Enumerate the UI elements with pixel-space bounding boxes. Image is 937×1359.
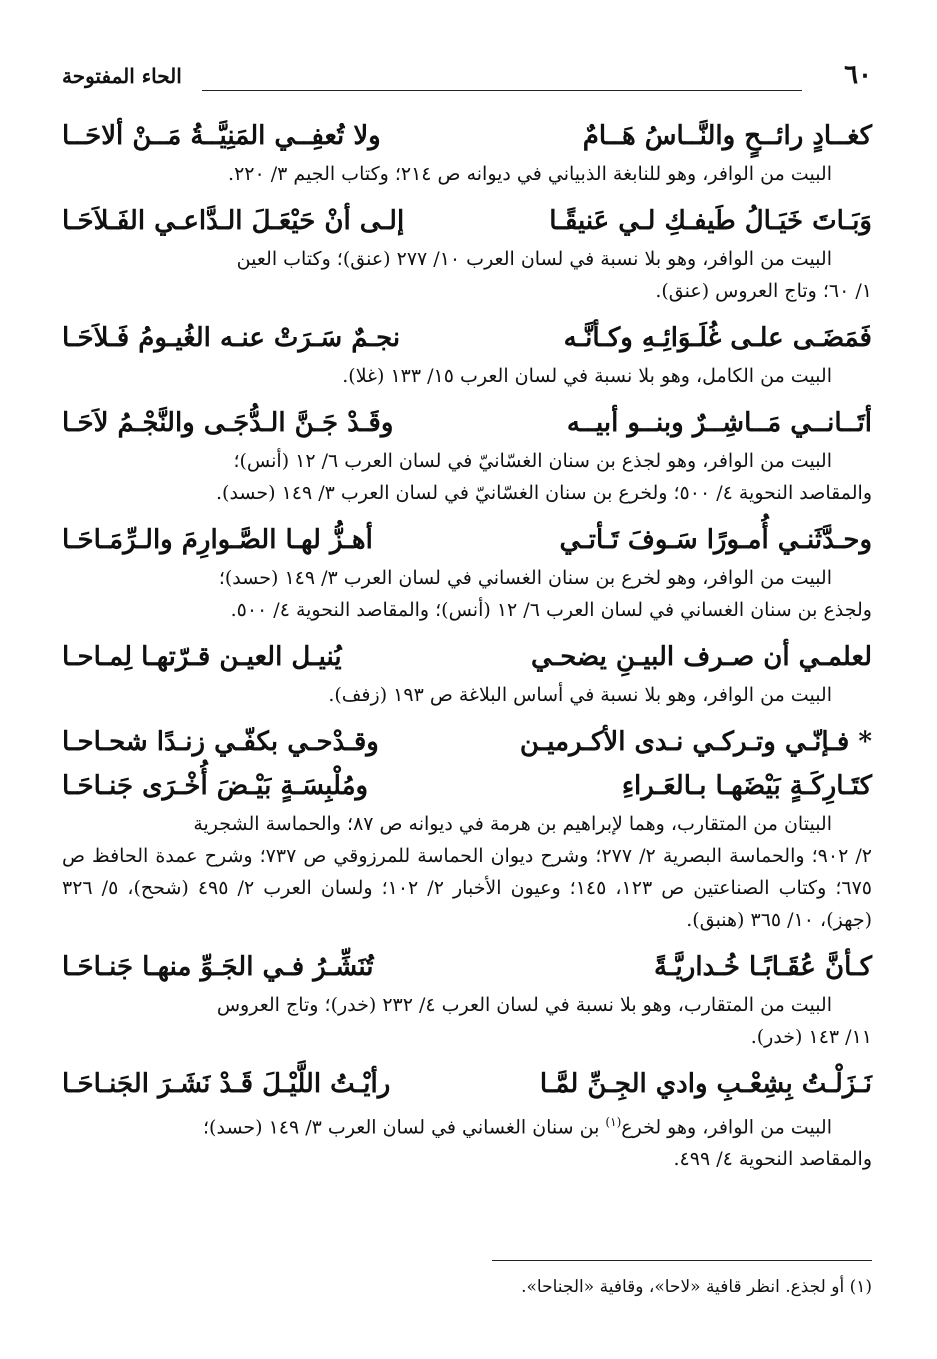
verse-line <box>62 199 872 243</box>
first-hemistich: * فـإنّـي وتـركـي نـدى الأكـرميـن <box>519 727 872 757</box>
second-hemistich: أهـزُّ لهـا الصَّـوارِمَ والـرِّمَـاحَـا <box>62 525 373 555</box>
verse-line <box>62 764 872 808</box>
source-note: البيت من الوافر، وهو بلا نسبة في أساس البلاغة ص ١٩٣ (زفف). <box>328 684 832 706</box>
first-hemistich: كتَـارِكَـةٍ بَيْضَهـا بـالعَـراءِ <box>621 771 872 801</box>
verse-line <box>62 114 872 158</box>
footnote-rule <box>492 1260 872 1261</box>
book-page <box>62 52 872 1322</box>
source-note-end: بن سنان الغساني في لسان العرب ٣/ ١٤٩ (حسد)؛ <box>203 1116 606 1139</box>
first-hemistich: أتَــانــي مَــاشِــرٌ وبنــو أبيــه <box>566 408 872 438</box>
poem-entry <box>62 114 872 190</box>
second-hemistich: نجـمٌ سَـرَتْ عنـه الغُيـومُ فَـلاَحَـا <box>62 323 401 353</box>
running-title: الحاء المفتوحة <box>62 64 182 88</box>
source-note <box>62 1106 872 1143</box>
page-number: ٦٠ <box>844 60 872 90</box>
second-hemistich: وقَـدْ جَـنَّ الـدُّجَـى والنَّجْـمُ لاَحَـا <box>62 408 394 438</box>
first-hemistich: وحـدَّثَنـي أُمـورًا سَـوفَ تَـأتـي <box>559 525 872 555</box>
verse-line <box>62 518 872 562</box>
second-hemistich: ولا تُعفِــي المَنِيَّــةُ مَــنْ ألاحَــا <box>62 121 381 151</box>
poem-entry <box>62 1062 872 1175</box>
source-note-continuation: ٢/ ٩٠٢؛ والحماسة البصرية ٢/ ٢٧٧؛ وشرح ديوان الحماسة للمرزوقي ص ٧٣٧؛ وشرح عمدة الحافظ ص ٦٧٥؛ وكتاب الصناعتين ص ١٢٣، ١٤٥؛ وعيون الأخبار ٢/ ١٠٢؛ ولسان العرب ٢/ ٤٩٥ (شحح)، ٥/ ٣٢٦ (جهز)، ١٠/ ٣٦٥ (هنبق). <box>62 845 872 931</box>
source-note-continuation: ولجذع بن سنان الغساني في لسان العرب ٦/ ١٢ (أنس)؛ والمقاصد النحوية ٤/ ٥٠٠. <box>230 599 872 621</box>
source-note-continuation: والمقاصد النحوية ٤/ ٥٠٠؛ ولخرع بن سنان الغسّانيّ في لسان العرب ٣/ ١٤٩ (حسد). <box>216 482 872 504</box>
first-hemistich: كغــادٍ رائــحٍ والنَّــاسُ هَــامٌ <box>582 121 872 151</box>
source-note-continuation: والمقاصد النحوية ٤/ ٤٩٩. <box>673 1148 872 1171</box>
source-note: البيت من الوافر، وهو للنابغة الذبياني في ديوانه ص ٢١٤؛ وكتاب الجيم ٣/ ٢٢٠. <box>228 163 832 185</box>
second-hemistich: وقـدْحـي بكفّـي زنـدًا شحـاحـا <box>62 727 379 757</box>
first-hemistich: كـأنَّ عُقَـابًـا خُـداريَّـةً <box>653 952 872 982</box>
second-hemistich: إلـى أنْ حَيْعَـلَ الـدَّاعـي الفَـلاَحَـا <box>62 206 405 236</box>
source-note: البيت من الوافر، وهو لجذع بن سنان الغسّانيّ في لسان العرب ٦/ ١٢ (أنس)؛ <box>233 450 832 472</box>
first-hemistich: نَـزَلْـتُ بِشِعْـبِ وادي الجِـنِّ لمَّـا <box>539 1069 872 1099</box>
source-note-start: البيت من الوافر، وهو لخرع <box>621 1116 832 1139</box>
footnote: (١) أو لجذع. انظر قافية «لاحا»، وقافية «الجناحا». <box>521 1277 872 1297</box>
source-note: البيت من الكامل، وهو بلا نسبة في لسان العرب ١٥/ ١٣٣ (غلا). <box>342 365 832 387</box>
source-note-continuation: ١١/ ١٤٣ (خدر). <box>750 1026 872 1048</box>
footnote-ref[interactable]: (١) <box>605 1115 622 1129</box>
second-hemistich: رأيْـتُ اللَّيْـلَ قَـدْ نَشَـرَ الجَنـاحَـا <box>62 1069 391 1099</box>
first-hemistich: وَبَـاتَ خَيَـالُ طَيفـكِ لـي عَنيقًـا <box>549 206 872 236</box>
poem-entry <box>62 316 872 392</box>
second-hemistich: ومُلْبِسَـةٍ بَيْـضَ أُخْـرَى جَنـاحَـا <box>62 771 369 801</box>
source-note: البيت من المتقارب، وهو بلا نسبة في لسان العرب ٤/ ٢٣٢ (خدر)؛ وتاج العروس <box>216 994 832 1016</box>
verse-line <box>62 316 872 360</box>
source-note-continuation: ١/ ٦٠؛ وتاج العروس (عنق). <box>655 280 872 302</box>
poem-entry <box>62 518 872 626</box>
poem-entry <box>62 945 872 1053</box>
source-note: البيتان من المتقارب، وهما لإبراهيم بن هرمة في ديوانه ص ٨٧؛ والحماسة الشجرية <box>193 813 832 835</box>
verse-line <box>62 635 872 679</box>
source-note: البيت من الوافر، وهو بلا نسبة في لسان العرب ١٠/ ٢٧٧ (عنق)؛ وكتاب العين <box>236 248 832 270</box>
poetry-entries <box>62 114 872 1184</box>
poem-entry <box>62 635 872 711</box>
first-hemistich: فَمَضَـى علـى غُلَـوَائِـهِ وكـأنَّـه <box>563 323 872 353</box>
verse-line <box>62 1062 872 1106</box>
verse-line <box>62 401 872 445</box>
second-hemistich: تُنَشِّـرُ فـي الجَـوِّ منهـا جَنـاحَـا <box>62 952 374 982</box>
poem-entry <box>62 199 872 307</box>
verse-line <box>62 720 872 764</box>
page-header <box>62 60 872 94</box>
second-hemistich: يُنيـل العيـن قـرّتهـا لِمـاحـا <box>62 642 342 672</box>
source-note: البيت من الوافر، وهو لخرع بن سنان الغساني في لسان العرب ٣/ ١٤٩ (حسد)؛ <box>218 567 832 589</box>
verse-line <box>62 945 872 989</box>
first-hemistich: لعلمـي أن صـرف البيـنِ يضحـي <box>530 642 872 672</box>
header-rule <box>202 90 802 91</box>
poem-entry <box>62 720 872 936</box>
poem-entry <box>62 401 872 509</box>
